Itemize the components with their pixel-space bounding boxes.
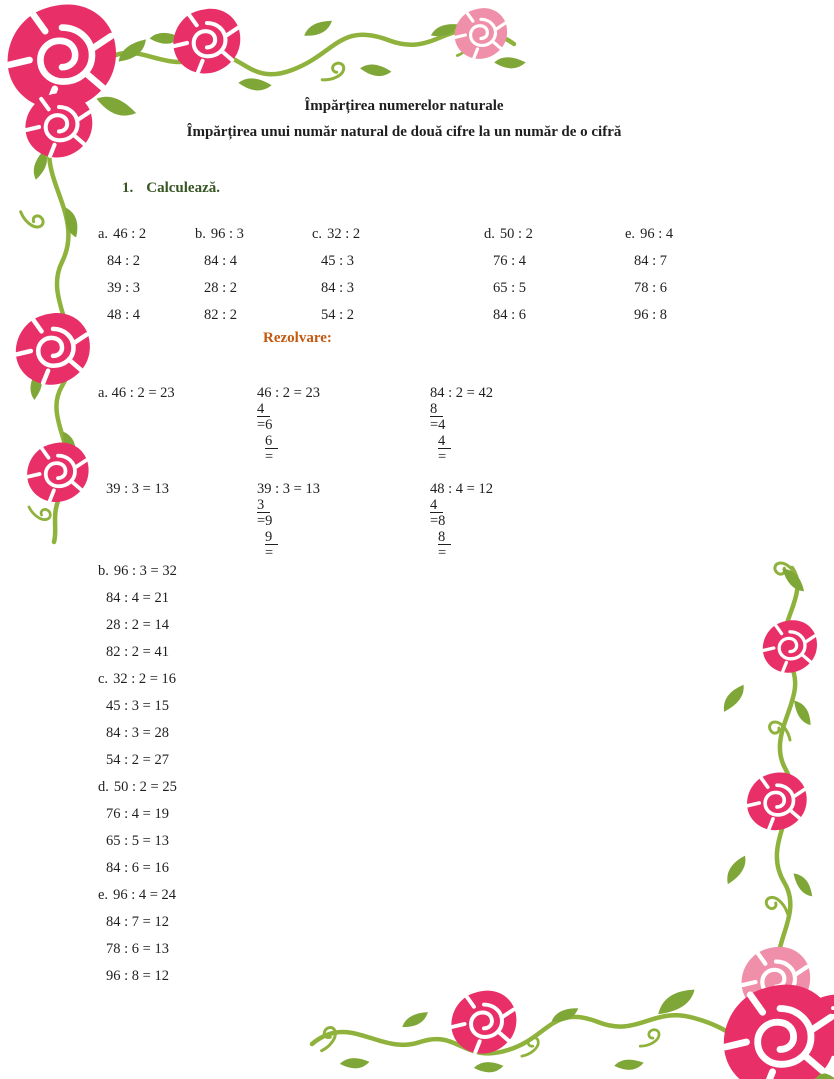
page-title: Împărțirea numerelor naturale — [304, 98, 504, 114]
exercise-expression: 50 : 2 — [499, 226, 533, 242]
exercise-expression: 82 : 2 — [204, 307, 238, 323]
answer-equation: 84 : 4 = 21 — [106, 590, 169, 606]
exercise-expression: 46 : 2 — [113, 226, 147, 242]
task-label: Calculează. — [146, 180, 220, 196]
column-letter: a. — [98, 226, 109, 242]
column-letter: c. — [312, 226, 323, 242]
division-step: 8 — [430, 529, 493, 545]
page-subtitle: Împărțirea unui număr natural de două cifre la un număr de o cifră — [186, 124, 622, 140]
division-step: =9 — [257, 513, 273, 529]
answer-equation: 78 : 6 = 13 — [106, 941, 169, 957]
exercise-column-a — [98, 221, 146, 329]
answer-equation: 28 : 2 = 14 — [106, 617, 169, 633]
division-step: = — [438, 449, 447, 465]
exercise-item — [98, 221, 146, 248]
answer-list — [98, 558, 177, 990]
column-letter: d. — [484, 226, 495, 242]
answer-equation: 82 : 2 = 41 — [106, 644, 169, 660]
long-division-block — [257, 385, 320, 465]
exercise-item — [484, 221, 533, 248]
answer-equation: 50 : 2 = 25 — [113, 779, 177, 795]
division-step: =8 — [430, 513, 446, 529]
group-letter: c. — [98, 671, 109, 687]
group-letter: e. — [98, 887, 109, 903]
division-step: 4 — [430, 497, 493, 513]
exercise-expression: 39 : 3 — [107, 280, 141, 296]
division-equation: 84 : 2 = 42 — [430, 385, 493, 401]
division-step: = — [265, 449, 274, 465]
exercise-column-d — [484, 221, 533, 329]
long-division-block — [430, 481, 493, 561]
division-step: =6 — [257, 417, 273, 433]
answer-equation: 32 : 2 = 16 — [113, 671, 177, 687]
column-letter: b. — [195, 226, 206, 242]
exercise-expression: 32 : 2 — [327, 226, 361, 242]
exercise-expression: 54 : 2 — [321, 307, 355, 323]
worked-label: a. 46 : 2 = 23 — [98, 385, 175, 401]
division-equation: 39 : 3 = 13 — [257, 481, 320, 497]
title-block — [0, 97, 808, 141]
division-equation: 46 : 2 = 23 — [257, 385, 320, 401]
long-division-block — [430, 385, 493, 465]
division-step: 3 — [257, 497, 320, 513]
exercise-expression: 48 : 4 — [107, 307, 141, 323]
exercise-item — [625, 221, 673, 248]
exercise-expression: 84 : 7 — [634, 253, 668, 269]
answer-line — [98, 666, 177, 693]
answer-equation: 84 : 6 = 16 — [106, 860, 169, 876]
group-letter: b. — [98, 563, 109, 579]
division-step: 4 — [257, 401, 320, 417]
answer-equation: 84 : 3 = 28 — [106, 725, 169, 741]
exercise-expression: 96 : 8 — [634, 307, 668, 323]
answer-equation: 65 : 5 = 13 — [106, 833, 169, 849]
exercise-column-c — [312, 221, 360, 329]
division-step: 9 — [257, 529, 320, 545]
worked-label: 39 : 3 = 13 — [106, 481, 169, 497]
exercise-column-b — [195, 221, 244, 329]
group-letter: d. — [98, 779, 109, 795]
exercise-item — [195, 221, 244, 248]
division-step: =4 — [430, 417, 446, 433]
division-step: = — [265, 545, 274, 561]
answer-line — [98, 882, 177, 909]
exercise-expression: 84 : 4 — [204, 253, 238, 269]
exercise-expression: 78 : 6 — [634, 280, 668, 296]
exercise-expression: 45 : 3 — [321, 253, 355, 269]
task-number: 1. — [122, 180, 134, 196]
exercise-expression: 76 : 4 — [493, 253, 527, 269]
exercise-expression: 96 : 4 — [640, 226, 674, 242]
division-step: = — [438, 545, 447, 561]
exercise-expression: 65 : 5 — [493, 280, 527, 296]
exercise-expression: 96 : 3 — [210, 226, 244, 242]
exercise-column-e — [625, 221, 673, 329]
answer-equation: 76 : 4 = 19 — [106, 806, 169, 822]
exercise-expression: 84 : 2 — [107, 253, 141, 269]
answer-equation: 96 : 8 = 12 — [106, 968, 169, 984]
answer-equation: 96 : 4 = 24 — [113, 887, 177, 903]
column-letter: e. — [625, 226, 636, 242]
division-step: 8 — [430, 401, 493, 417]
exercise-expression: 84 : 3 — [321, 280, 355, 296]
division-step: 6 — [257, 433, 320, 449]
exercise-expression: 84 : 6 — [493, 307, 527, 323]
long-division-block — [257, 481, 320, 561]
answer-line — [98, 774, 177, 801]
answer-equation: 45 : 3 = 15 — [106, 698, 169, 714]
task-heading — [122, 180, 220, 197]
answer-equation: 54 : 2 = 27 — [106, 752, 169, 768]
division-equation: 48 : 4 = 12 — [430, 481, 493, 497]
exercise-item — [312, 221, 360, 248]
solution-heading: Rezolvare: — [263, 330, 332, 346]
exercise-expression: 28 : 2 — [204, 280, 238, 296]
answer-equation: 96 : 3 = 32 — [113, 563, 177, 579]
answer-equation: 84 : 7 = 12 — [106, 914, 169, 930]
answer-line — [98, 558, 177, 585]
division-step: 4 — [430, 433, 493, 449]
